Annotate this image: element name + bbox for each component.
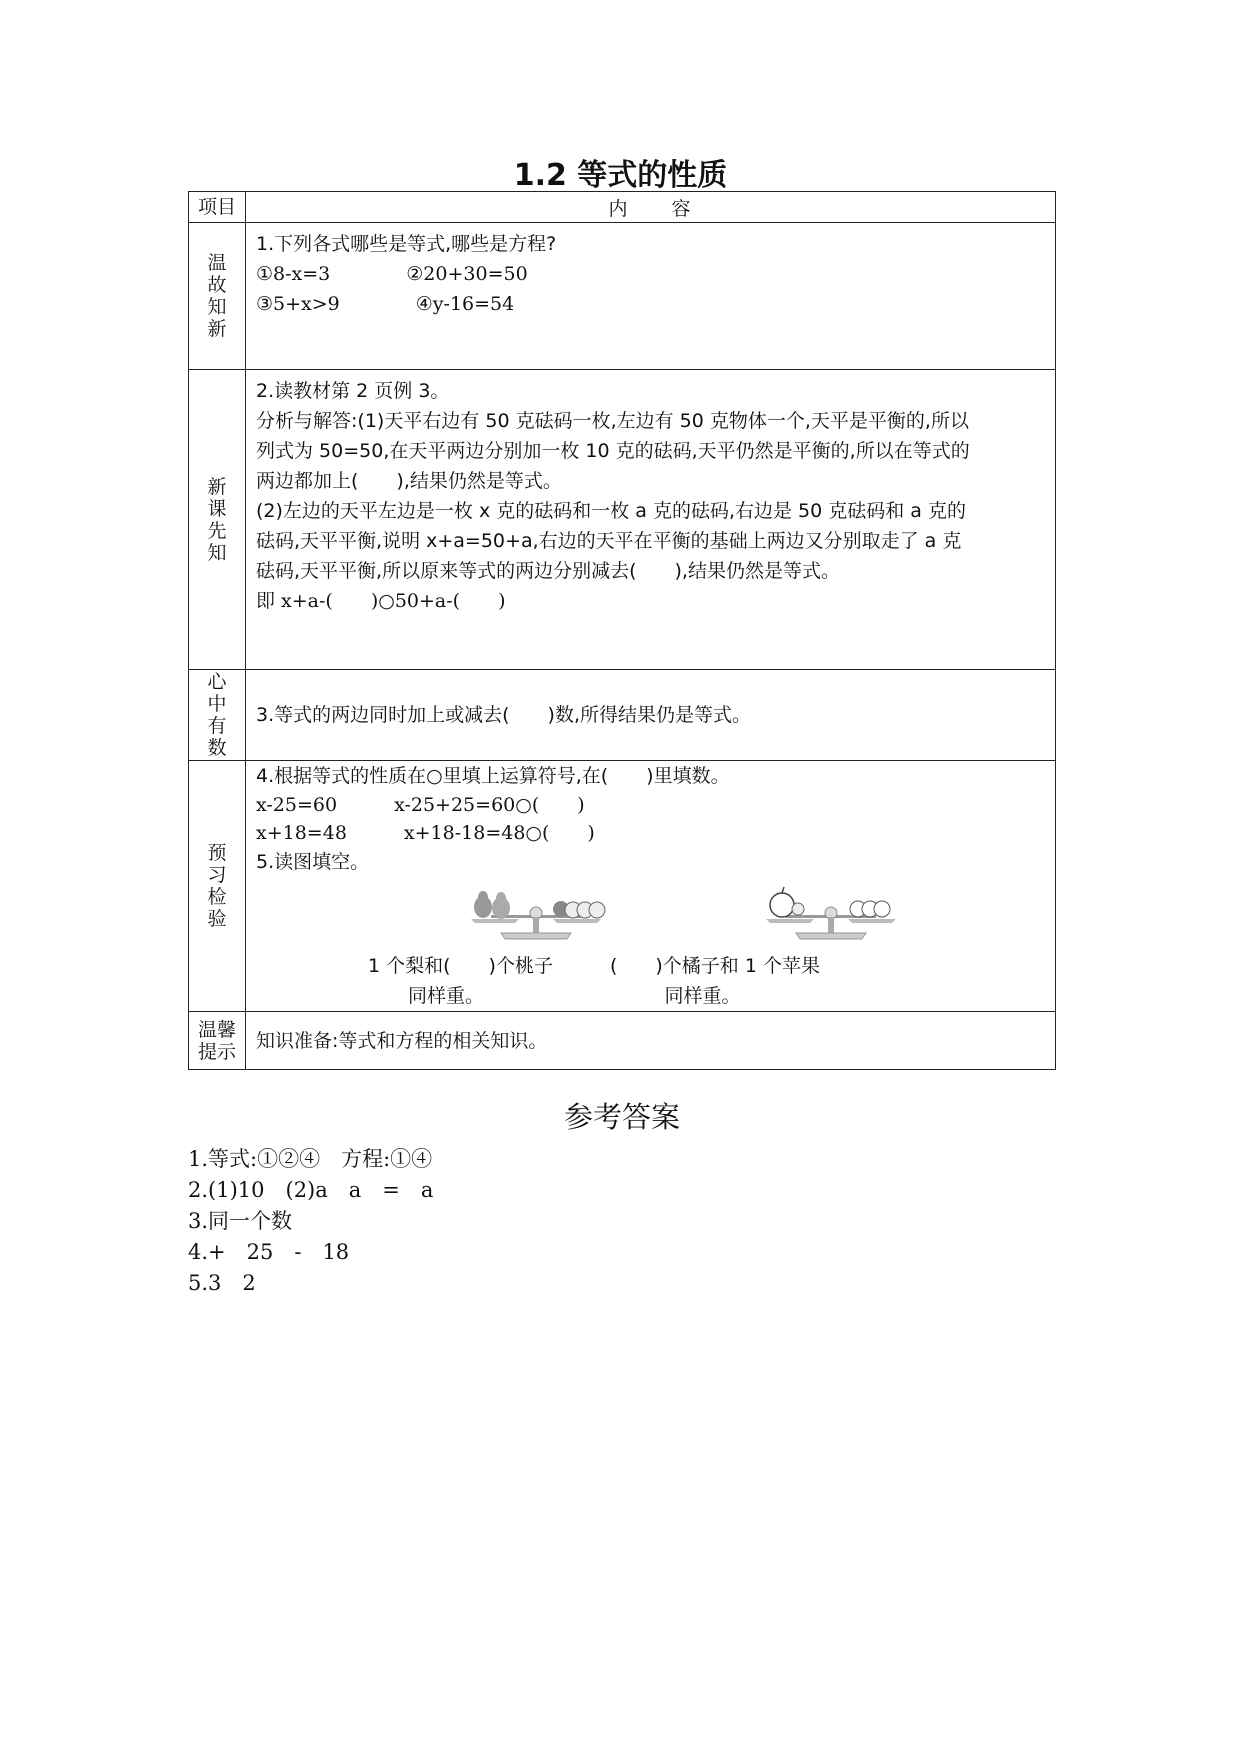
question-line: 知识准备:等式和方程的相关知识。 [256,1029,548,1052]
answer-section [188,1095,1056,1299]
question-line: x+18=48 x+18-18=48○( ) [256,822,595,844]
question-line: 两边都加上( ),结果仍然是等式。 [256,470,562,492]
question-line: 2.读教材第 2 页例 3。 [256,380,450,402]
row-content [246,223,1056,370]
question-line: 3.等式的两边同时加上或减去( )数,所得结果仍是等式。 [256,704,751,726]
answer-line: 3.同一个数 [188,1209,293,1233]
page-title: 1.2 等式的性质 [513,158,728,193]
question-line: 即 x+a-( )○50+a-( ) [256,590,506,612]
row-label: 新课先知 [189,370,246,670]
answer-title: 参考答案 [563,1100,680,1134]
question-line: 砝码,天平平衡,说明 x+a=50+a,右边的天平在平衡的基础上两边又分别取走了 a 克 [256,530,962,552]
question-line: 分析与解答:(1)天平右边有 50 克砝码一枚,左边有 50 克物体一个,天平是平衡的,所以 [256,410,969,432]
question-line: (2)左边的天平左边是一枚 x 克的砝码和一枚 a 克的砝码,右边是 50 克砝码和 a 克的 [256,500,966,522]
balance-scale-pear-peach-icon [461,879,611,947]
worksheet-table [188,191,1056,1070]
answer-line: 1.等式:①②④ 方程:①④ [188,1147,433,1171]
row-label: 温馨提示 [189,1012,246,1070]
table-row [189,223,1056,370]
row-content [246,761,1056,1012]
table-row [189,370,1056,670]
table-row [189,670,1056,761]
question-line: x-25=60 x-25+25=60○( ) [256,794,585,816]
row-content [246,370,1056,670]
answer-line: 4.+ 25 - 18 [188,1240,350,1264]
balance-scale-orange-apple-icon [756,879,906,947]
row-label: 温故知新 [189,223,246,370]
table-row [189,761,1056,1012]
answer-line: 2.(1)10 (2)a a = a [188,1178,434,1202]
header-item: 项目 [189,192,246,223]
figure-caption: 1 个梨和( )个桃子 ( )个橘子和 1 个苹果 [368,955,820,977]
figure-caption: 同样重。 同样重。 [408,985,741,1007]
row-label: 预习检验 [189,761,246,1012]
question-line: 1.下列各式哪些是等式,哪些是方程? [256,233,557,255]
row-label: 心中有数 [189,670,246,761]
question-line: 列式为 50=50,在天平两边分别加一枚 10 克的砝码,天平仍然是平衡的,所以在等式的 [256,440,970,462]
question-line: ①8-x=3 ②20+30=50 [256,263,528,285]
question-line: 5.读图填空。 [256,851,370,873]
row-content [246,1012,1056,1070]
row-content [246,670,1056,761]
question-line: 砝码,天平平衡,所以原来等式的两边分别减去( ),结果仍然是等式。 [256,560,840,582]
balance-figures [256,877,1045,951]
header-content: 内 容 [246,192,1056,223]
question-line: ③5+x>9 ④y-16=54 [256,293,515,315]
table-header-row [189,192,1056,223]
table-row [189,1012,1056,1070]
question-line: 4.根据等式的性质在○里填上运算符号,在( )里填数。 [256,765,730,787]
answer-line: 5.3 2 [188,1271,256,1295]
